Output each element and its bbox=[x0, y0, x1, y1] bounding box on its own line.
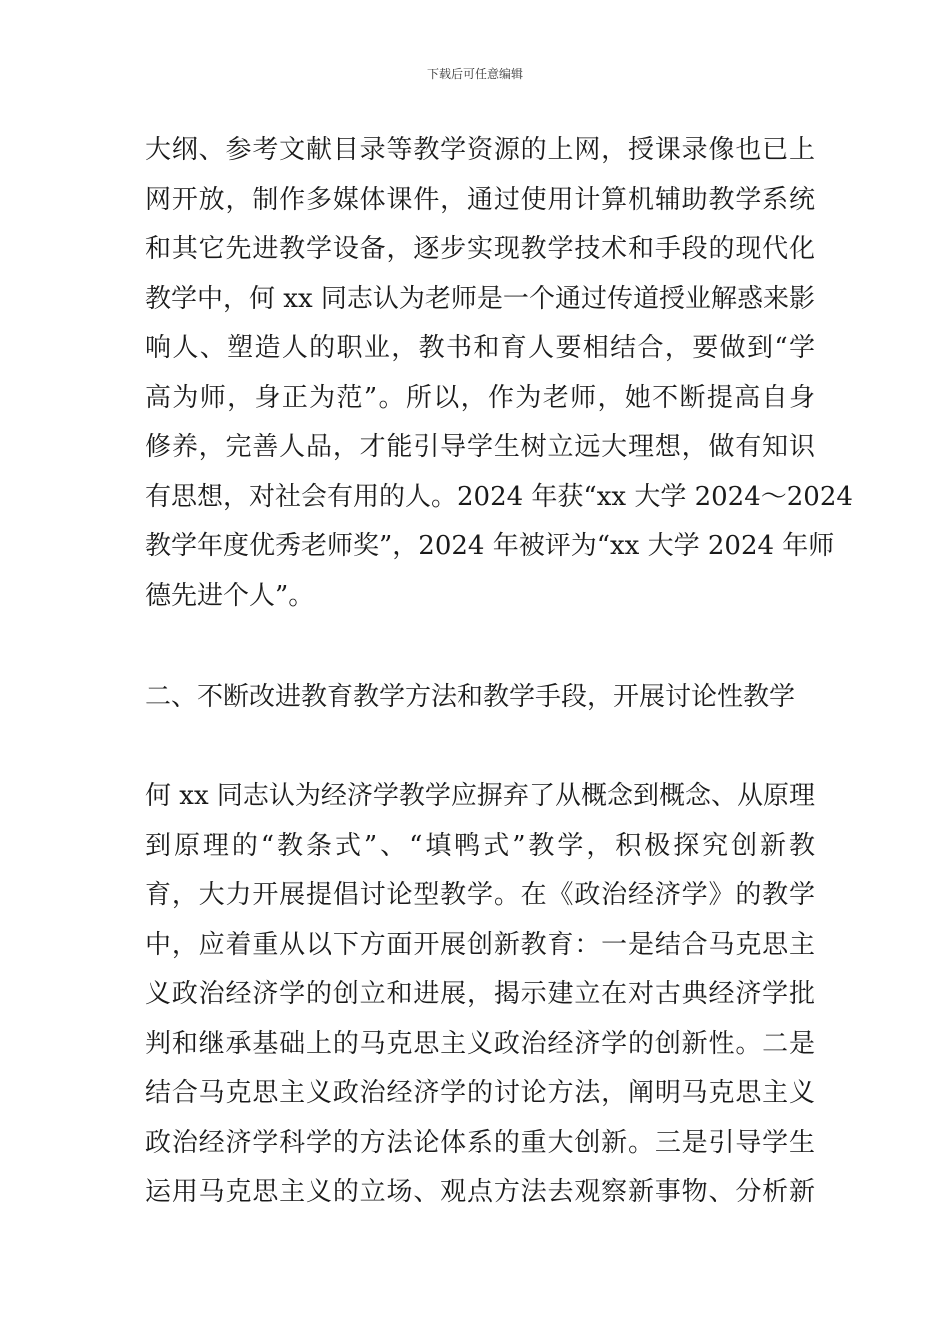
paragraph-line: 政治经济学科学的方法论体系的重大创新。三是引导学生 bbox=[145, 1127, 815, 1158]
paragraph-line: 网开放，制作多媒体课件，通过使用计算机辅助教学系统 bbox=[145, 184, 815, 215]
paragraph-line: 判和继承基础上的马克思主义政治经济学的创新性。二是 bbox=[145, 1028, 815, 1059]
paragraph-line: 德先进个人”。 bbox=[145, 580, 315, 611]
paragraph-line: 育，大力开展提倡讨论型教学。在《政治经济学》的教学 bbox=[145, 880, 815, 910]
paragraph-2 bbox=[145, 772, 815, 1218]
paragraph-line: 修养，完善人品，才能引导学生树立远大理想，做有知识 bbox=[145, 432, 815, 462]
paragraph-line: 教学中，何 xx 同志认为老师是一个通过传道授业解惑来影 bbox=[145, 283, 815, 314]
paragraph-line: 高为师，身正为范”。所以，作为老师，她不断提高自身 bbox=[145, 382, 815, 413]
paragraph-line: 何 xx 同志认为经济学教学应摒弃了从概念到概念、从原理 bbox=[145, 781, 815, 811]
paragraph-line: 有思想，对社会有用的人。2024 年获“xx 大学 2024～2024 bbox=[145, 481, 853, 512]
paragraph-line: 运用马克思主义的立场、观点方法去观察新事物、分析新 bbox=[145, 1177, 815, 1207]
paragraph-1 bbox=[145, 126, 853, 621]
section-heading bbox=[145, 673, 815, 723]
paragraph-line: 和其它先进教学设备，逐步实现教学技术和手段的现代化 bbox=[145, 234, 815, 264]
paragraph-line: 义政治经济学的创立和进展，揭示建立在对古典经济学批 bbox=[145, 979, 815, 1009]
paragraph-line: 到原理的“教条式”、“填鸭式”教学，积极探究创新教 bbox=[145, 830, 815, 861]
section-heading-text: 二、不断改进教育教学方法和教学手段，开展讨论性教学 bbox=[145, 682, 796, 712]
paragraph-line: 大纲、参考文献目录等教学资源的上网，授课录像也已上 bbox=[145, 135, 815, 165]
paragraph-line: 中，应着重从以下方面开展创新教育：一是结合马克思主 bbox=[145, 929, 815, 960]
paragraph-line: 结合马克思主义政治经济学的讨论方法，阐明马克思主义 bbox=[145, 1078, 815, 1108]
paragraph-line: 教学年度优秀老师奖”，2024 年被评为“xx 大学 2024 年师 bbox=[145, 531, 835, 561]
paragraph-line: 响人、塑造人的职业，教书和育人要相结合，要做到“学 bbox=[145, 333, 815, 363]
page-header-note: 下载后可任意编辑 bbox=[426, 67, 523, 81]
